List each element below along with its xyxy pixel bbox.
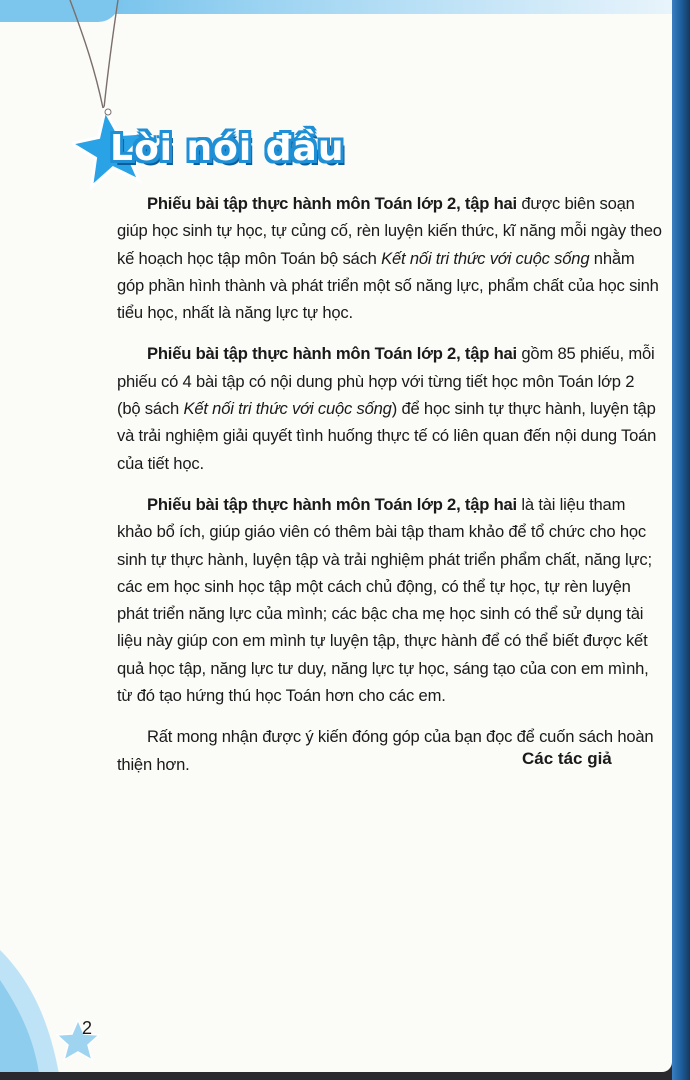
book-spine-edge xyxy=(672,0,690,1080)
paragraph-2-text-a: gồm 85 phiếu, mỗi phiếu có 4 bài tập có nội dung phù hợp với từng tiết học môn Toán lớp 2 (bộ sách xyxy=(117,344,655,419)
paragraph-2-text-b: ) để học sinh tự thực hành, luyện tập và trải nghiệm giải quyết tình huống thực tế có liên quan đến nội dung Toán của tiết học. xyxy=(117,399,657,473)
signature: Các tác giả xyxy=(522,749,612,768)
paragraph-1-text-b: nhằm góp phần hình thành và phát triển một số năng lực, phẩm chất của học sinh tiểu học, nhất là năng lực tự học. xyxy=(117,248,659,323)
page-star-icon xyxy=(57,1020,99,1060)
corner-wave-decoration xyxy=(0,940,140,1072)
paragraph-2 xyxy=(117,340,662,476)
paragraph-3 xyxy=(117,491,662,709)
paragraph-3-text: là tài liệu tham khảo bổ ích, giúp giáo viên có thêm bài tập tham khảo để tổ chức cho học sinh tự thực hành, luyện tập và trải nghiệm phát triển phẩm chất, năng lực; các em học sinh học tập một cách chủ động, có thể tự học, tự rèn luyện phát triển năng lực của mình; các bậc cha mẹ học sinh có thể sử dụng tài liệu này giúp con em mình tự luyện tập, thực hành để có thể biết được kết quả học tập, năng lực tư duy, năng lực tự học, sáng tạo của con em mình, từ đó tạo hứng thú học Toán hơn cho các em. xyxy=(117,494,652,706)
preface-body xyxy=(117,190,662,792)
paragraph-3-bold: Phiếu bài tập thực hành môn Toán lớp 2, tập hai xyxy=(147,494,517,514)
page-number: 2 xyxy=(82,1018,93,1038)
paragraph-4-text: Rất mong nhận được ý kiến đóng góp của bạn đọc để cuốn sách hoàn thiện hơn. xyxy=(117,727,654,774)
paragraph-1-bold: Phiếu bài tập thực hành môn Toán lớp 2, tập hai xyxy=(147,194,517,213)
paragraph-2-italic: Kết nối tri thức với cuộc sống xyxy=(183,399,392,419)
page-title: Lời nói đầu xyxy=(110,128,345,169)
paragraph-1-text-a: được biên soạn giúp học sinh tự học, tự củng cố, rèn luyện kiến thức, kĩ năng mỗi ngày theo kế hoạch học tập môn Toán bộ sách xyxy=(117,194,662,268)
paragraph-2-bold: Phiếu bài tập thực hành môn Toán lớp 2, tập hai xyxy=(147,344,517,364)
paragraph-1-italic: Kết nối tri thức với cuộc sống xyxy=(381,248,590,268)
paragraph-1 xyxy=(117,190,662,326)
